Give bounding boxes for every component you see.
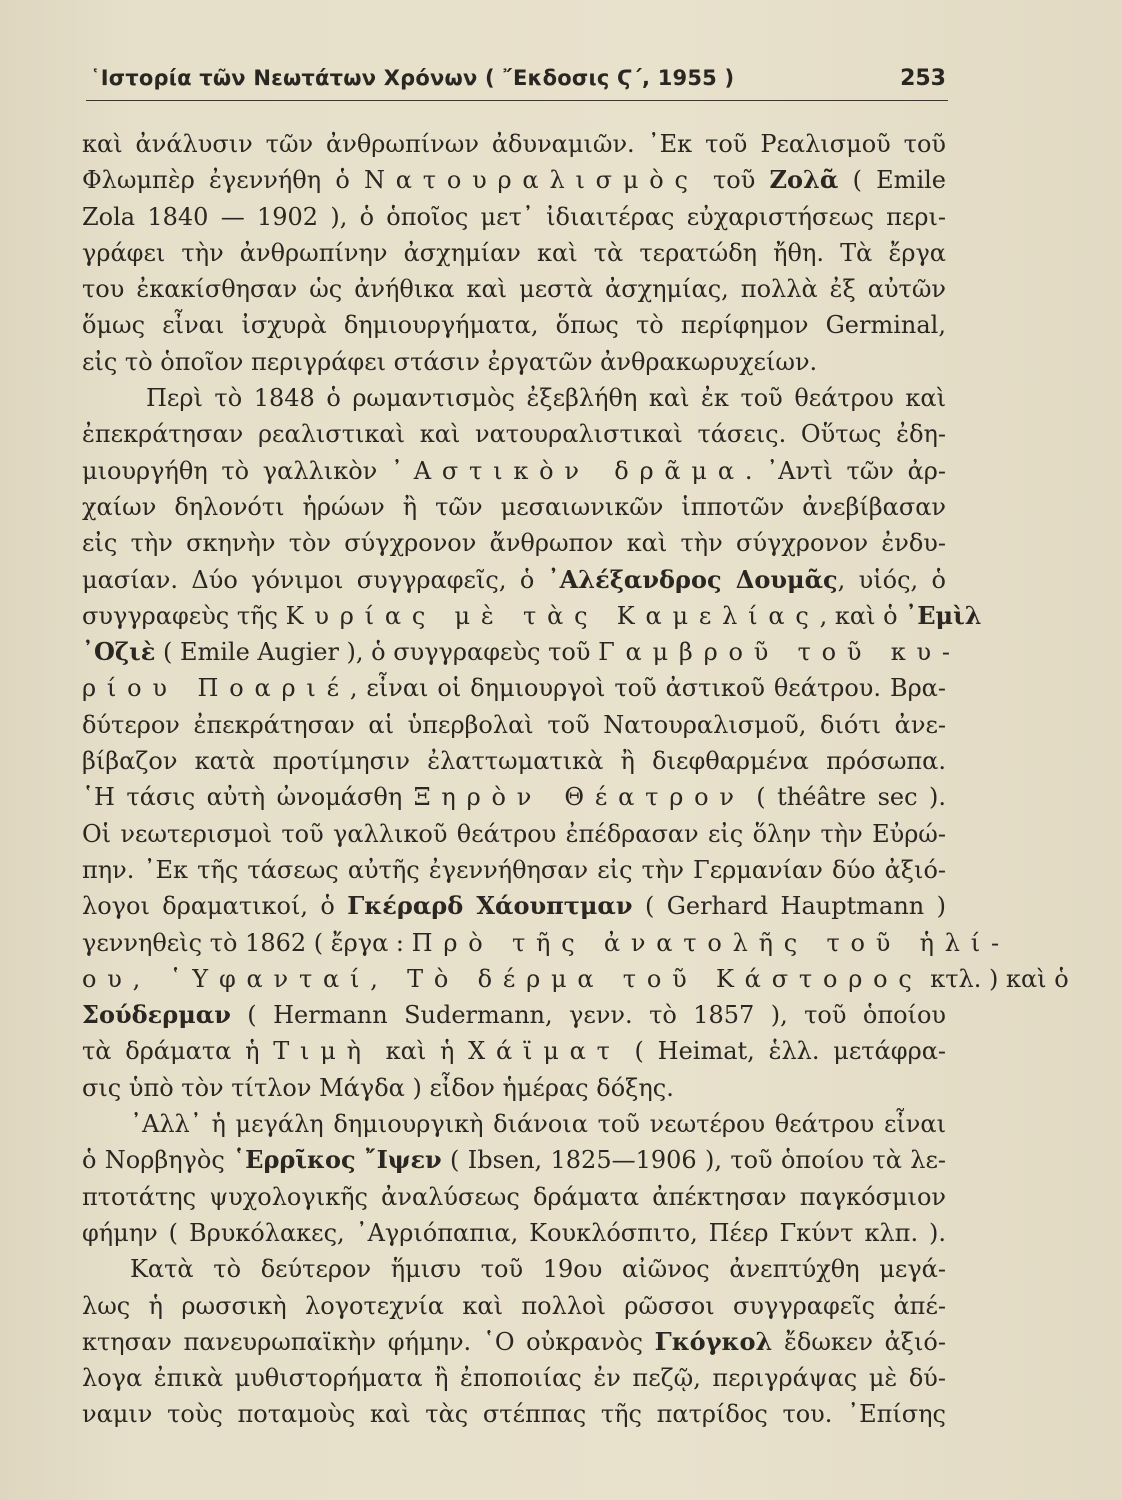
text-line: πην. ᾿Εκ τῆς τάσεως αὐτῆς ἐγεννήθησαν εἰς τὴν Γερμανίαν δύο ἀξιό-: [82, 855, 946, 884]
spaced-term: Νατουραλισμὸς: [364, 166, 699, 195]
text-line: λογοι δραματικοί, ὁ Γκέραρδ Χάουπτμαν ( Gerhard Hauptmann ): [82, 891, 946, 921]
bold-name: Γκόγκολ: [654, 1326, 773, 1356]
text-line: κτησαν πανευρωπαϊκὴν φήμην. ῾Ο οὐκρανὸς Γκόγκολ ἔδωκεν ἀξιό-: [82, 1326, 946, 1356]
spaced-term: Γαμβροῦ τοῦ κυ-: [598, 638, 961, 667]
text-line: τὰ δράματα ἡ Τιμὴ καὶ ἡ Χάϊματ ( Heimat, ἑλλ. μετάφρα-: [82, 1037, 947, 1066]
spaced-term: Πρὸ τῆς ἀνατολῆς τοῦ ἡλί-: [411, 928, 1010, 957]
text-line: Σούδερμαν ( Hermann Sudermann, γενν. τὸ 1857 ), τοῦ ὁποίου: [82, 1000, 946, 1030]
bold-name: ᾿Αλέξανδρος Δουμᾶς: [547, 564, 838, 594]
text-line: εἰς τὸ ὁποῖον περιγράφει στάσιν ἐργατῶν ἀνθρακωρυχείων.: [82, 347, 818, 376]
text-line: Φλωμπὲρ ἐγεννήθη ὁ Νατουραλισμὸς τοῦ Ζολᾶ ( Emile: [82, 165, 946, 195]
bold-name: ᾿Οζιὲ: [82, 637, 156, 667]
bold-name: ῾Ερρῖκος ῎Ιψεν: [233, 1145, 442, 1175]
spaced-term: ᾿Αστικὸν δρᾶμα: [390, 456, 745, 485]
running-head-title: ῾Ιστορία τῶν Νεωτάτων Χρόνων ( ῎Εκδοσις Ϛ΄, 1955 ): [90, 66, 735, 90]
text-line: ᾿Οζιὲ ( Emile Augier ), ὁ συγγραφεὺς τοῦ Γαμβροῦ τοῦ κυ-: [82, 637, 961, 667]
spaced-term: ου, ῾Υφανταί, Τὸ δέρμα τοῦ Κάστορος: [82, 964, 923, 993]
text-line: δύτερον ἐπεκράτησαν αἱ ὑπερβολαὶ τοῦ Νατουραλισμοῦ, διότι ἀνε-: [82, 710, 946, 739]
text-line: συγγραφεὺς τῆς Κυρίας μὲ τὰς Καμελίας, καὶ ὁ ᾿Εμὶλ: [82, 600, 982, 630]
text-line: Οἱ νεωτερισμοὶ τοῦ γαλλικοῦ θεάτρου ἐπέδρασαν εἰς ὅλην τὴν Εὐρώ-: [82, 819, 946, 848]
text-line: χαίων δηλονότι ἡρώων ἢ τῶν μεσαιωνικῶν ἱπποτῶν ἀνεβίβασαν: [82, 492, 946, 521]
text-line: λως ἡ ρωσσικὴ λογοτεχνία καὶ πολλοὶ ρῶσσοι συγγραφεῖς ἀπέ-: [82, 1291, 946, 1320]
bold-name: Ζολᾶ: [769, 165, 839, 195]
spaced-term: Τιμὴ: [273, 1037, 372, 1066]
bold-name: ᾿Εμὶλ: [905, 600, 982, 630]
text-line: Κατὰ τὸ δεύτερον ἥμισυ τοῦ 19ου αἰῶνος ἀνεπτύχθη μεγά-: [130, 1255, 946, 1284]
spaced-term: Χάϊματ: [468, 1037, 621, 1066]
body-text: [82, 126, 1069, 1433]
spaced-term: Ξηρὸν Θέατρον: [413, 783, 745, 812]
text-line: μασίαν. Δύο γόνιμοι συγγραφεῖς, ὁ ᾿Αλέξανδρος Δουμᾶς, υἱός, ὁ: [82, 564, 946, 594]
text-line: ναμιν τοὺς ποταμοὺς καὶ τὰς στέππας τῆς πατρίδος του. ᾿Επίσης: [82, 1400, 946, 1429]
text-line: ὅμως εἶναι ἰσχυρὰ δημιουργήματα, ὅπως τὸ περίφημον Germinal,: [82, 311, 946, 340]
text-line: ου, ῾Υφανταί, Τὸ δέρμα τοῦ Κάστορος κτλ. ) καὶ ὁ: [82, 964, 1069, 993]
running-head: [86, 60, 948, 101]
text-line: βίβαζον κατὰ προτίμησιν ἐλαττωματικὰ ἢ διεφθαρμένα πρόσωπα.: [82, 747, 946, 776]
text-line: του ἐκακίσθησαν ὡς ἀνήθικα καὶ μεστὰ ἀσχημίας, πολλὰ ἐξ αὐτῶν: [82, 275, 946, 304]
text-line: μιουργήθη τὸ γαλλικὸν ᾿Αστικὸν δρᾶμα. ᾿Αντὶ τῶν ἀρ-: [82, 456, 946, 485]
bold-name: Σούδερμαν: [82, 1000, 231, 1030]
text-line: γεννηθεὶς τὸ 1862 ( ἔργα : Πρὸ τῆς ἀνατολῆς τοῦ ἡλί-: [82, 928, 1010, 957]
page-number: 253: [900, 66, 946, 91]
bold-name: Γκέραρδ Χάουπτμαν: [347, 891, 633, 921]
text-line: γράφει τὴν ἀνθρωπίνην ἀσχημίαν καὶ τὰ τερατώδη ἤθη. Τὰ ἔργα: [82, 238, 946, 267]
text-line: φήμην ( Βρυκόλακες, ᾿Αγριόπαπια, Κουκλόσπιτο, Πέερ Γκύντ κλπ. ).: [82, 1218, 946, 1247]
spaced-term: Κυρίας μὲ τὰς Καμελίας: [285, 601, 820, 630]
text-line: Zola 1840 — 1902 ), ὁ ὁποῖος μετ᾿ ἰδιαιτέρας εὐχαριστήσεως περι-: [82, 202, 946, 231]
text-line: εἰς τὴν σκηνὴν τὸν σύγχρονον ἄνθρωπον καὶ τὴν σύγχρονον ἐνδυ-: [82, 529, 946, 558]
text-line: πτοτάτης ψυχολογικῆς ἀναλύσεως δράματα ἀπέκτησαν παγκόσμιον: [82, 1182, 946, 1211]
text-line: ᾿Αλλ᾿ ἡ μεγάλη δημιουργικὴ διάνοια τοῦ νεωτέρου θεάτρου εἶναι: [130, 1110, 946, 1139]
text-line: καὶ ἀνάλυσιν τῶν ἀνθρωπίνων ἀδυναμιῶν. ᾿Εκ τοῦ Ρεαλισμοῦ τοῦ: [82, 130, 946, 158]
text-line: ἐπεκράτησαν ρεαλιστικαὶ καὶ νατουραλιστικαὶ τάσεις. Οὕτως ἐδη-: [82, 420, 946, 449]
text-line: λογα ἐπικὰ μυθιστορήματα ἢ ἐποποιίας ἐν πεζῷ, περιγράψας μὲ δύ-: [82, 1364, 946, 1393]
spaced-term: ρίου Ποαριέ: [82, 674, 350, 703]
text-line: ῾Η τάσις αὐτὴ ὠνομάσθη Ξηρὸν Θέατρον ( théâtre sec ).: [82, 783, 947, 812]
text-line: ρίου Ποαριέ, εἶναι οἱ δημιουργοὶ τοῦ ἀστικοῦ θεάτρου. Βρα-: [82, 674, 946, 703]
text-line: ὁ Νορβηγὸς ῾Ερρῖκος ῎Ιψεν ( Ibsen, 1825—1906 ), τοῦ ὁποίου τὰ λε-: [82, 1145, 946, 1175]
text-line: Περὶ τὸ 1848 ὁ ρωμαντισμὸς ἐξεβλήθη καὶ ἐκ τοῦ θεάτρου καὶ: [146, 384, 946, 413]
text-line: σις ὑπὸ τὸν τίτλον Μάγδα ) εἶδον ἡμέρας δόξης.: [82, 1073, 674, 1102]
